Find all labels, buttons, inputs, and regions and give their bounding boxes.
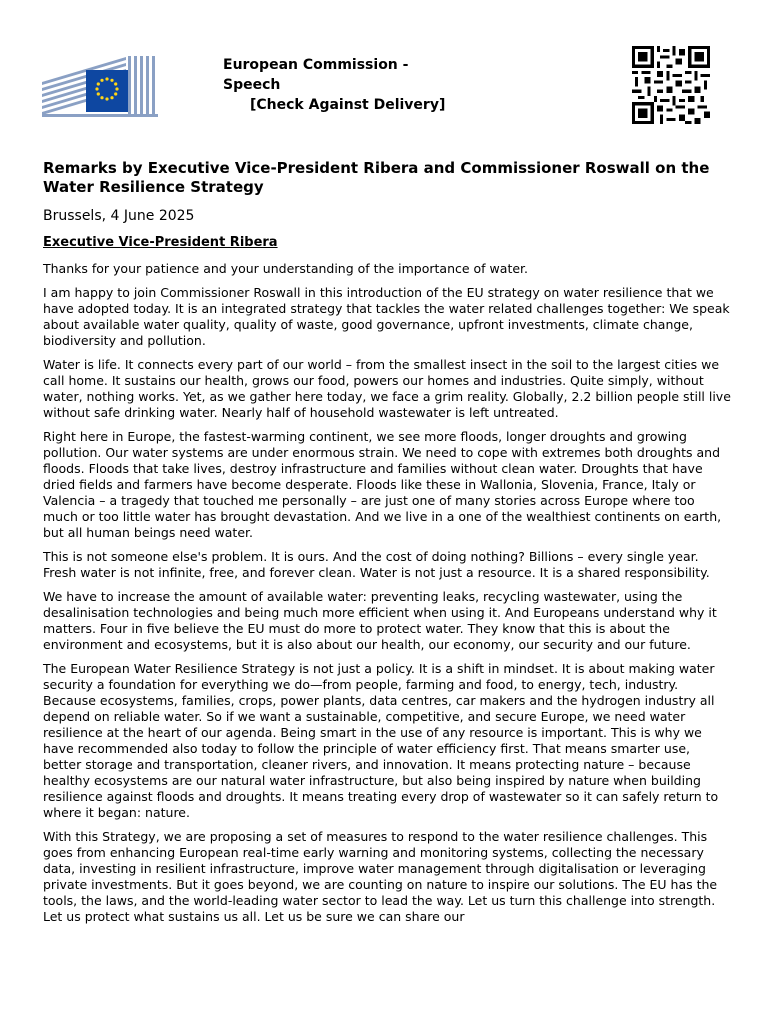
organization-header	[223, 55, 445, 115]
paragraph: I am happy to join Commissioner Roswall in this introduction of the EU strategy on water resilience that we have adopted today. It is an integrated strategy that tackles the water related challenges together: We speak about available water quality, quality of waste, good governance, upfront investments, climate change, biodiversity and pollution.	[43, 285, 730, 348]
speaker-heading: Executive Vice-President Ribera	[43, 235, 278, 250]
paragraph: The European Water Resilience Strategy is not just a policy. It is a shift in mindset. It is about making water security a foundation for everything we do—from people, farming and food, to energy, tech, industry. Because ecosystems, families, crops, power plants, data centres, car makers and the hydrogen industry all depend on reliable water. So if we want a sustainable, competitive, and secure Europe, we need water resilience at the heart of our agenda. Being smart in the use of any resource is important. This is why we have recommended also today to follow the principle of water efficiency first. That means smarter use, better storage and transportation, cleaner rivers, and innovation. It means protecting nature – because healthy ecosystems are our natural water infrastructure, but also being inspired by nature when building resilience against floods and droughts. It means treating every drop of wastewater so it can safely return to where it began: nature.	[43, 661, 719, 820]
speech-body	[43, 261, 731, 933]
paragraph: This is not someone else's problem. It is ours. And the cost of doing nothing? Billions – every single year. Fresh water is not infinite, free, and forever clean. Water is not just a resource. It is a shared responsibility.	[43, 549, 710, 580]
dateline: Brussels, 4 June 2025	[43, 208, 195, 224]
paragraph: Water is life. It connects every part of our world – from the smallest insect in the soil to the largest cities we call home. It sustains our health, grows our food, powers our homes and industries. Quite simply, without water, nothing works. Yet, as we gather here today, we face a grim reality. Globally, 2.2 billion people still live without safe drinking water. Nearly half of household wastewater is left untreated.	[43, 357, 731, 420]
paragraph: With this Strategy, we are proposing a set of measures to respond to the water resilience challenges. This goes from enhancing European real-time early warning and monitoring systems, collecting the necessary data, investing in resilient infrastructure, improve water management through digitalisation or leveraging private investments. But it goes beyond, we are counting on nature to inspire our solutions. The EU has the tools, the laws, and the world-leading water sector to lead the way. Let us turn this challenge into strength. Let us protect what sustains us all. Let us be sure we can share our	[43, 829, 718, 924]
eu-commission-logo-icon	[42, 52, 158, 118]
delivery-note: [Check Against Delivery]	[250, 97, 446, 113]
paragraph: Right here in Europe, the fastest-warming continent, we see more floods, longer droughts and growing pollution. Our water systems are under enormous strain. We need to cope with extremes both droughts and floods. Floods that take lives, destroy infrastructure and families without clean water. Droughts that have dried fields and farmers have become desperate. Floods like these in Wallonia, Slovenia, France, Italy or Valencia – a tragedy that touched me personally – are just one of many stories across Europe where too much or too little water has brought devastation. And we live in a one of the wealthiest continents on earth, but all human beings need water.	[43, 429, 722, 540]
speech-title: Remarks by Executive Vice-President Ribera and Commissioner Roswall on the Water Resilience Strategy	[43, 159, 710, 196]
org-name-line2: Speech	[223, 77, 281, 93]
paragraph: Thanks for your patience and your understanding of the importance of water.	[43, 261, 528, 276]
paragraph: We have to increase the amount of available water: preventing leaks, recycling wastewater, using the desalinisation technologies and being much more efficient when using it. And Europeans understand why it matters. Four in five believe the EU must do more to protect water. They know that this is about the environment and ecosystems, but it is also about our health, our economy, our security and our future.	[43, 589, 717, 652]
org-name-line1: European Commission -	[223, 57, 409, 73]
qr-code-icon	[630, 46, 712, 124]
